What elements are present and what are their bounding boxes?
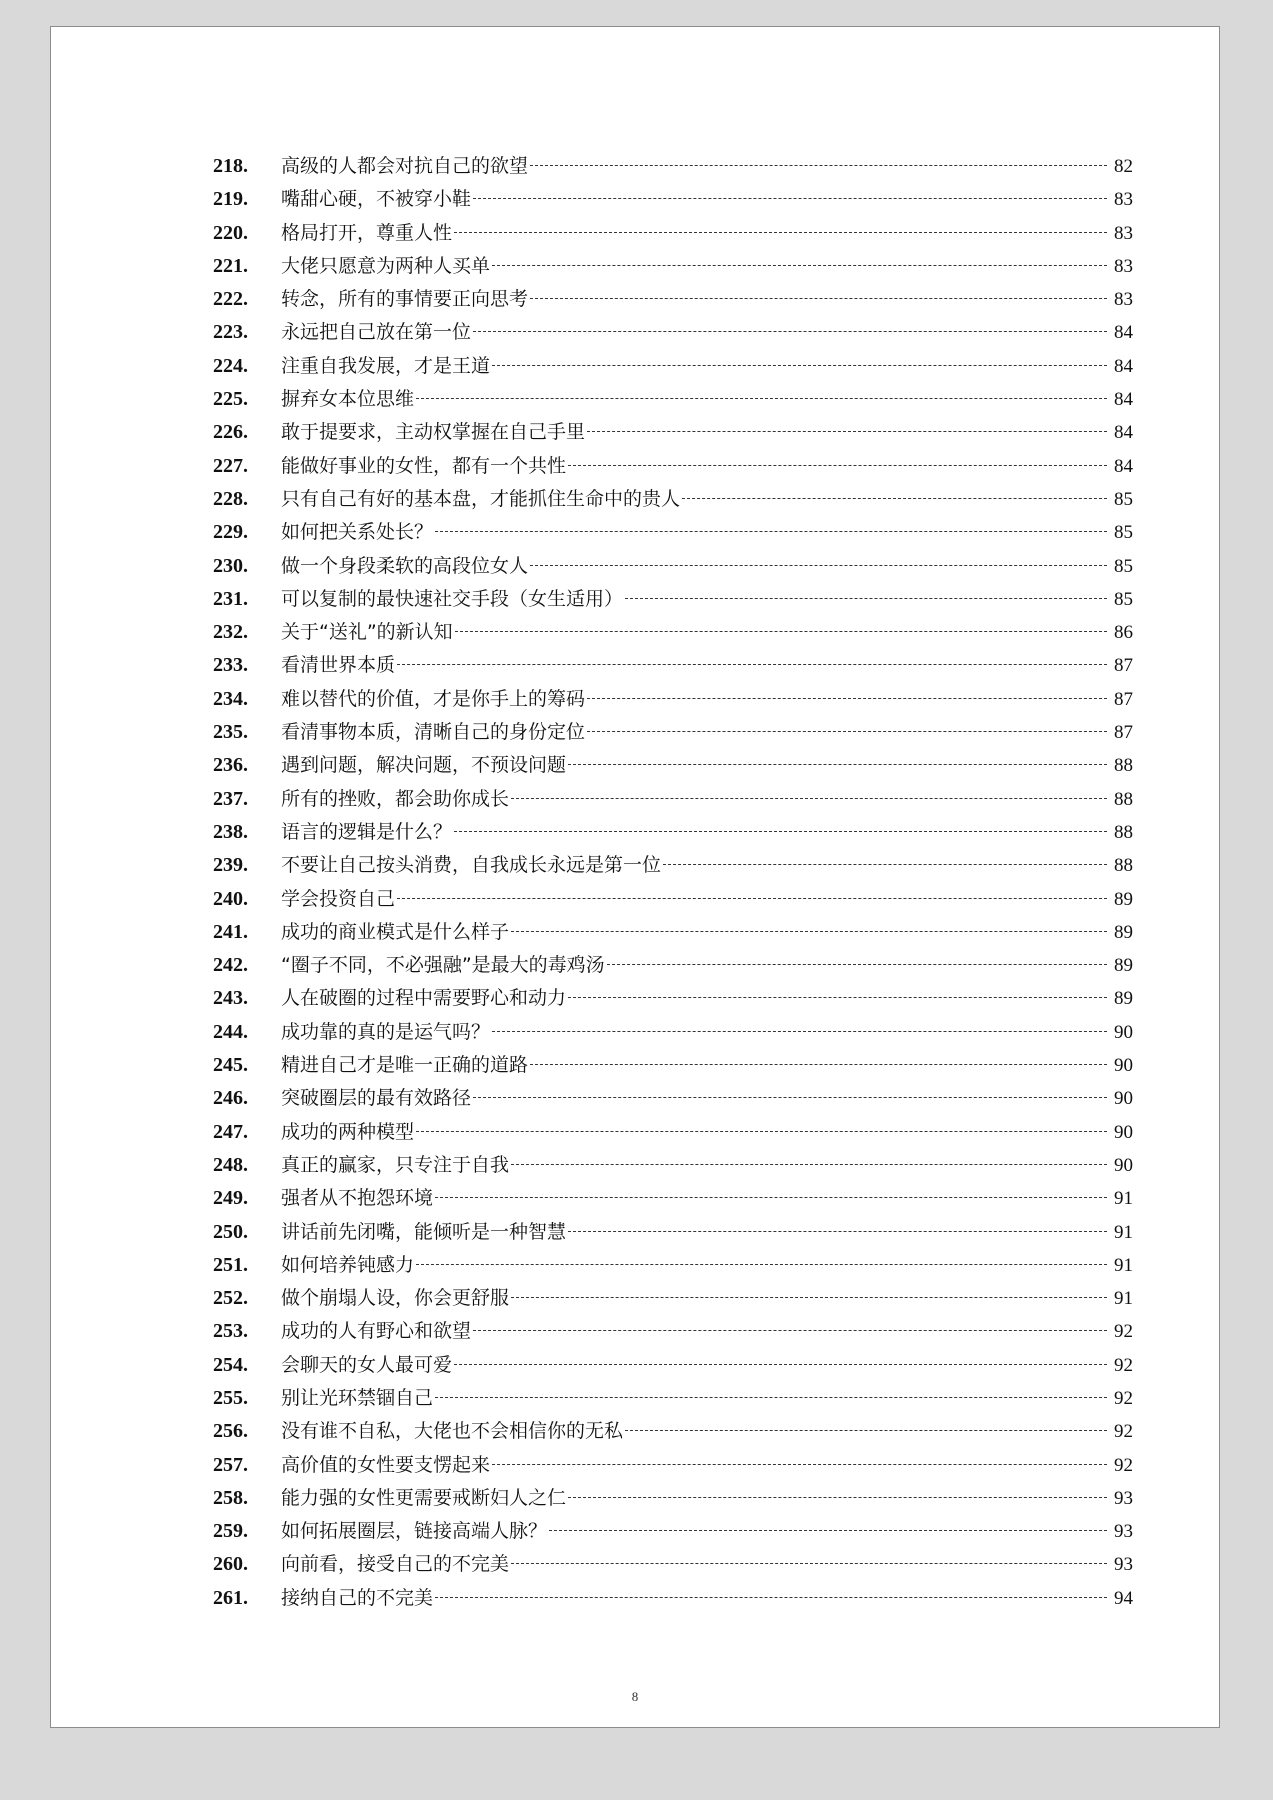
toc-entry-number: 253. [213,1320,248,1343]
toc-entry-page: 92 [1114,1387,1133,1409]
toc-entry-number: 258. [213,1486,248,1509]
toc-entry-page: 91 [1114,1188,1133,1210]
toc-entry-number: 245. [213,1054,248,1077]
toc-entry-page: 90 [1114,1021,1133,1043]
toc-dot-leader [397,664,1107,665]
toc-entry-number: 259. [213,1520,248,1543]
toc-entry-number: 261. [213,1586,248,1609]
toc-entry-page: 87 [1114,655,1133,677]
toc-dot-leader [530,165,1107,166]
toc-entry-title: 如何培养钝感力 [281,1253,415,1276]
toc-dot-leader [473,331,1107,332]
toc-entry-page: 84 [1114,322,1133,344]
toc-entry-number: 219. [213,188,248,211]
toc-entry-number: 231. [213,587,248,610]
toc-dot-leader [530,298,1107,299]
toc-entry-number: 249. [213,1187,248,1210]
toc-entry-title: 看清世界本质 [281,654,396,677]
toc-entry[interactable] [213,1250,1133,1283]
toc-entry-title: 难以替代的价值，才是你手上的筹码 [281,687,586,710]
toc-entry-title: 成功靠的真的是运气吗？ [281,1020,491,1043]
toc-entry-title: 大佬只愿意为两种人买单 [281,254,491,277]
toc-entry[interactable] [213,1217,1133,1250]
toc-entry[interactable] [213,1083,1133,1116]
toc-entry-title: 讲话前先闭嘴，能倾听是一种智慧 [281,1220,567,1243]
toc-entry[interactable] [213,1350,1133,1383]
toc-entry[interactable] [213,1416,1133,1449]
toc-entry-number: 257. [213,1453,248,1476]
toc-entry-title: 所有的挫败，都会助你成长 [281,787,510,810]
toc-dot-leader [511,1563,1107,1564]
table-of-contents [213,151,1133,1616]
toc-entry-title: 真正的赢家，只专注于自我 [281,1153,510,1176]
toc-entry-number: 229. [213,521,248,544]
toc-dot-leader [454,831,1107,832]
toc-entry-page: 89 [1114,921,1133,943]
toc-dot-leader [454,232,1107,233]
page-number: 8 [631,1689,639,1704]
toc-entry-page: 92 [1114,1354,1133,1376]
toc-entry[interactable] [213,1583,1133,1616]
toc-entry-number: 240. [213,887,248,910]
toc-entry[interactable] [213,1516,1133,1549]
toc-dot-leader [530,1064,1107,1065]
toc-dot-leader [473,198,1107,199]
toc-entry[interactable] [213,1283,1133,1316]
toc-entry-number: 244. [213,1020,248,1043]
toc-entry-page: 93 [1114,1521,1133,1543]
toc-entry-title: 突破圈层的最有效路径 [281,1087,472,1110]
toc-entry-page: 82 [1114,156,1133,177]
toc-entry-page: 88 [1114,855,1133,877]
toc-entry-page: 90 [1114,1121,1133,1143]
toc-entry[interactable] [213,517,1133,550]
toc-entry-page: 85 [1114,522,1133,544]
toc-entry[interactable] [213,1316,1133,1349]
toc-dot-leader [492,1464,1107,1465]
toc-entry-number: 233. [213,654,248,677]
toc-entry-page: 90 [1114,1055,1133,1077]
toc-entry[interactable] [213,1383,1133,1416]
toc-entry-page: 85 [1114,555,1133,577]
toc-dot-leader [473,1330,1107,1331]
toc-dot-leader [625,598,1107,599]
toc-entry-page: 84 [1114,355,1133,377]
toc-dot-leader [587,731,1107,732]
toc-entry-title: 高级的人都会对抗自己的欲望 [281,155,529,177]
toc-entry-title: 转念，所有的事情要正向思考 [281,288,529,311]
toc-entry-page: 83 [1114,189,1133,211]
toc-entry-title: 语言的逻辑是什么？ [281,820,453,843]
toc-entry-title: 能力强的女性更需要戒断妇人之仁 [281,1486,567,1509]
toc-dot-leader [682,498,1107,499]
toc-entry[interactable] [213,950,1133,983]
toc-dot-leader [607,964,1107,965]
toc-entry-page: 90 [1114,1088,1133,1110]
toc-entry-title: 人在破圈的过程中需要野心和动力 [281,987,567,1010]
toc-dot-leader [473,1097,1107,1098]
toc-entry-number: 256. [213,1420,248,1443]
toc-dot-leader [435,1597,1107,1598]
toc-entry-title: 敢于提要求，主动权掌握在自己手里 [281,421,586,444]
toc-dot-leader [511,1297,1107,1298]
toc-entry-number: 226. [213,421,248,444]
toc-entry-number: 246. [213,1087,248,1110]
toc-entry-number: 220. [213,221,248,244]
toc-entry-title: 做个崩塌人设，你会更舒服 [281,1287,510,1310]
toc-entry-title: 遇到问题，解决问题，不预设问题 [281,754,567,777]
toc-dot-leader [568,465,1107,466]
toc-entry-page: 84 [1114,389,1133,411]
toc-entry-number: 222. [213,288,248,311]
toc-entry-page: 84 [1114,422,1133,444]
toc-entry-page: 84 [1114,455,1133,477]
toc-entry[interactable] [213,750,1133,783]
toc-dot-leader [549,1530,1107,1531]
toc-dot-leader [435,1397,1107,1398]
toc-entry[interactable] [213,1549,1133,1582]
toc-entry-number: 232. [213,621,248,644]
toc-entry-page: 86 [1114,622,1133,644]
toc-entry-page: 85 [1114,488,1133,510]
toc-entry-page: 85 [1114,588,1133,610]
toc-entry[interactable] [213,384,1133,417]
toc-entry-number: 255. [213,1386,248,1409]
toc-entry-title: 别让光环禁锢自己 [281,1386,434,1409]
toc-entry-number: 236. [213,754,248,777]
toc-dot-leader [625,1430,1107,1431]
toc-entry-title: “圈子不同，不必强融”是最大的毒鸡汤 [281,954,605,977]
toc-entry-title: 接纳自己的不完美 [281,1586,434,1609]
toc-entry-number: 237. [213,787,248,810]
toc-entry-title: 能做好事业的女性，都有一个共性 [281,454,567,477]
toc-dot-leader [511,931,1107,932]
toc-entry-title: 如何拓展圈层，链接高端人脉？ [281,1520,548,1543]
toc-entry-title: 向前看，接受自己的不完美 [281,1553,510,1576]
toc-entry[interactable] [213,317,1133,350]
toc-entry-title: 成功的商业模式是什么样子 [281,920,510,943]
toc-dot-leader [416,398,1107,399]
toc-entry-number: 247. [213,1120,248,1143]
toc-entry-title: 摒弃女本位思维 [281,388,415,411]
toc-entry-number: 221. [213,254,248,277]
toc-dot-leader [663,864,1107,865]
toc-entry-number: 228. [213,487,248,510]
toc-entry-title: 不要让自己按头消费，自我成长永远是第一位 [281,854,662,877]
toc-entry-number: 254. [213,1353,248,1376]
toc-entry[interactable] [213,484,1133,517]
toc-entry[interactable] [213,1450,1133,1483]
toc-entry[interactable] [213,1483,1133,1516]
toc-dot-leader [454,1364,1107,1365]
toc-entry-number: 252. [213,1287,248,1310]
toc-entry-title: 关于“送礼”的新认知 [281,621,453,644]
toc-dot-leader [568,997,1107,998]
toc-entry-number: 224. [213,354,248,377]
toc-entry-title: 永远把自己放在第一位 [281,321,472,344]
toc-entry-title: 精进自己才是唯一正确的道路 [281,1054,529,1077]
toc-entry-page: 83 [1114,289,1133,311]
toc-entry[interactable] [213,1017,1133,1050]
toc-entry-title: 没有谁不自私，大佬也不会相信你的无私 [281,1420,624,1443]
toc-entry[interactable] [213,717,1133,750]
toc-entry-page: 88 [1114,821,1133,843]
toc-entry-page: 94 [1114,1587,1133,1609]
toc-entry-title: 只有自己有好的基本盘，才能抓住生命中的贵人 [281,487,681,510]
toc-entry[interactable] [213,1117,1133,1150]
toc-entry-title: 可以复制的最快速社交手段（女生适用） [281,587,624,610]
toc-entry-number: 218. [213,155,248,177]
toc-entry[interactable] [213,1050,1133,1083]
toc-dot-leader [530,565,1107,566]
toc-entry-title: 学会投资自己 [281,887,396,910]
toc-entry[interactable] [213,184,1133,217]
toc-entry-title: 成功的两种模型 [281,1120,415,1143]
toc-entry[interactable] [213,917,1133,950]
document-page [50,26,1220,1728]
toc-entry-title: 注重自我发展，才是王道 [281,354,491,377]
toc-entry-title: 看清事物本质，清晰自己的身份定位 [281,721,586,744]
toc-dot-leader [455,631,1107,632]
toc-entry-page: 88 [1114,755,1133,777]
toc-dot-leader [587,698,1107,699]
toc-entry-page: 87 [1114,688,1133,710]
toc-dot-leader [568,1231,1107,1232]
toc-entry-page: 89 [1114,888,1133,910]
toc-entry-page: 83 [1114,255,1133,277]
toc-entry-page: 92 [1114,1421,1133,1443]
toc-dot-leader [511,1164,1107,1165]
toc-dot-leader [416,1131,1107,1132]
toc-entry-page: 93 [1114,1554,1133,1576]
toc-entry-number: 260. [213,1553,248,1576]
toc-entry-page: 91 [1114,1288,1133,1310]
toc-entry[interactable] [213,351,1133,384]
toc-entry-title: 如何把关系处长？ [281,521,434,544]
toc-entry[interactable] [213,784,1133,817]
toc-entry[interactable] [213,650,1133,683]
toc-entry[interactable] [213,218,1133,251]
toc-entry[interactable] [213,417,1133,450]
toc-entry-page: 90 [1114,1154,1133,1176]
toc-entry-page: 89 [1114,955,1133,977]
toc-entry-title: 格局打开，尊重人性 [281,221,453,244]
toc-entry-number: 238. [213,820,248,843]
toc-entry-number: 250. [213,1220,248,1243]
toc-entry[interactable] [213,584,1133,617]
toc-entry-number: 225. [213,388,248,411]
toc-dot-leader [568,1497,1107,1498]
toc-dot-leader [492,265,1107,266]
toc-dot-leader [397,898,1107,899]
toc-entry-title: 强者从不抱怨环境 [281,1187,434,1210]
toc-entry-number: 223. [213,321,248,344]
toc-entry-number: 242. [213,954,248,977]
toc-dot-leader [492,365,1107,366]
toc-entry[interactable] [213,151,1133,184]
toc-entry-title: 会聊天的女人最可爱 [281,1353,453,1376]
toc-entry[interactable] [213,850,1133,883]
toc-entry-page: 91 [1114,1254,1133,1276]
toc-entry-title: 成功的人有野心和欲望 [281,1320,472,1343]
toc-entry-number: 239. [213,854,248,877]
toc-entry[interactable] [213,551,1133,584]
toc-entry[interactable] [213,451,1133,484]
toc-entry-number: 235. [213,721,248,744]
toc-entry-number: 230. [213,554,248,577]
toc-entry-page: 83 [1114,222,1133,244]
toc-entry-title: 做一个身段柔软的高段位女人 [281,554,529,577]
toc-entry-number: 234. [213,687,248,710]
toc-entry[interactable] [213,817,1133,850]
toc-entry-page: 88 [1114,788,1133,810]
toc-entry-page: 93 [1114,1487,1133,1509]
toc-entry-title: 高价值的女性要支愣起来 [281,1453,491,1476]
toc-dot-leader [416,1264,1107,1265]
toc-entry-number: 241. [213,920,248,943]
toc-entry-page: 92 [1114,1454,1133,1476]
toc-entry[interactable] [213,1183,1133,1216]
toc-entry[interactable] [213,284,1133,317]
toc-entry[interactable] [213,251,1133,284]
toc-entry-title: 嘴甜心硬，不被穿小鞋 [281,188,472,211]
toc-entry[interactable] [213,1150,1133,1183]
toc-entry[interactable] [213,617,1133,650]
toc-entry[interactable] [213,983,1133,1016]
toc-entry-number: 251. [213,1253,248,1276]
toc-entry-page: 87 [1114,722,1133,744]
toc-dot-leader [492,1031,1107,1032]
toc-entry-page: 91 [1114,1221,1133,1243]
toc-entry-number: 243. [213,987,248,1010]
toc-entry[interactable] [213,884,1133,917]
toc-entry-number: 227. [213,454,248,477]
toc-entry-page: 92 [1114,1321,1133,1343]
toc-dot-leader [568,764,1107,765]
toc-dot-leader [511,798,1107,799]
toc-dot-leader [435,1197,1107,1198]
toc-dot-leader [587,431,1107,432]
toc-entry-number: 248. [213,1153,248,1176]
toc-entry[interactable] [213,684,1133,717]
toc-dot-leader [435,531,1107,532]
toc-entry-page: 89 [1114,988,1133,1010]
